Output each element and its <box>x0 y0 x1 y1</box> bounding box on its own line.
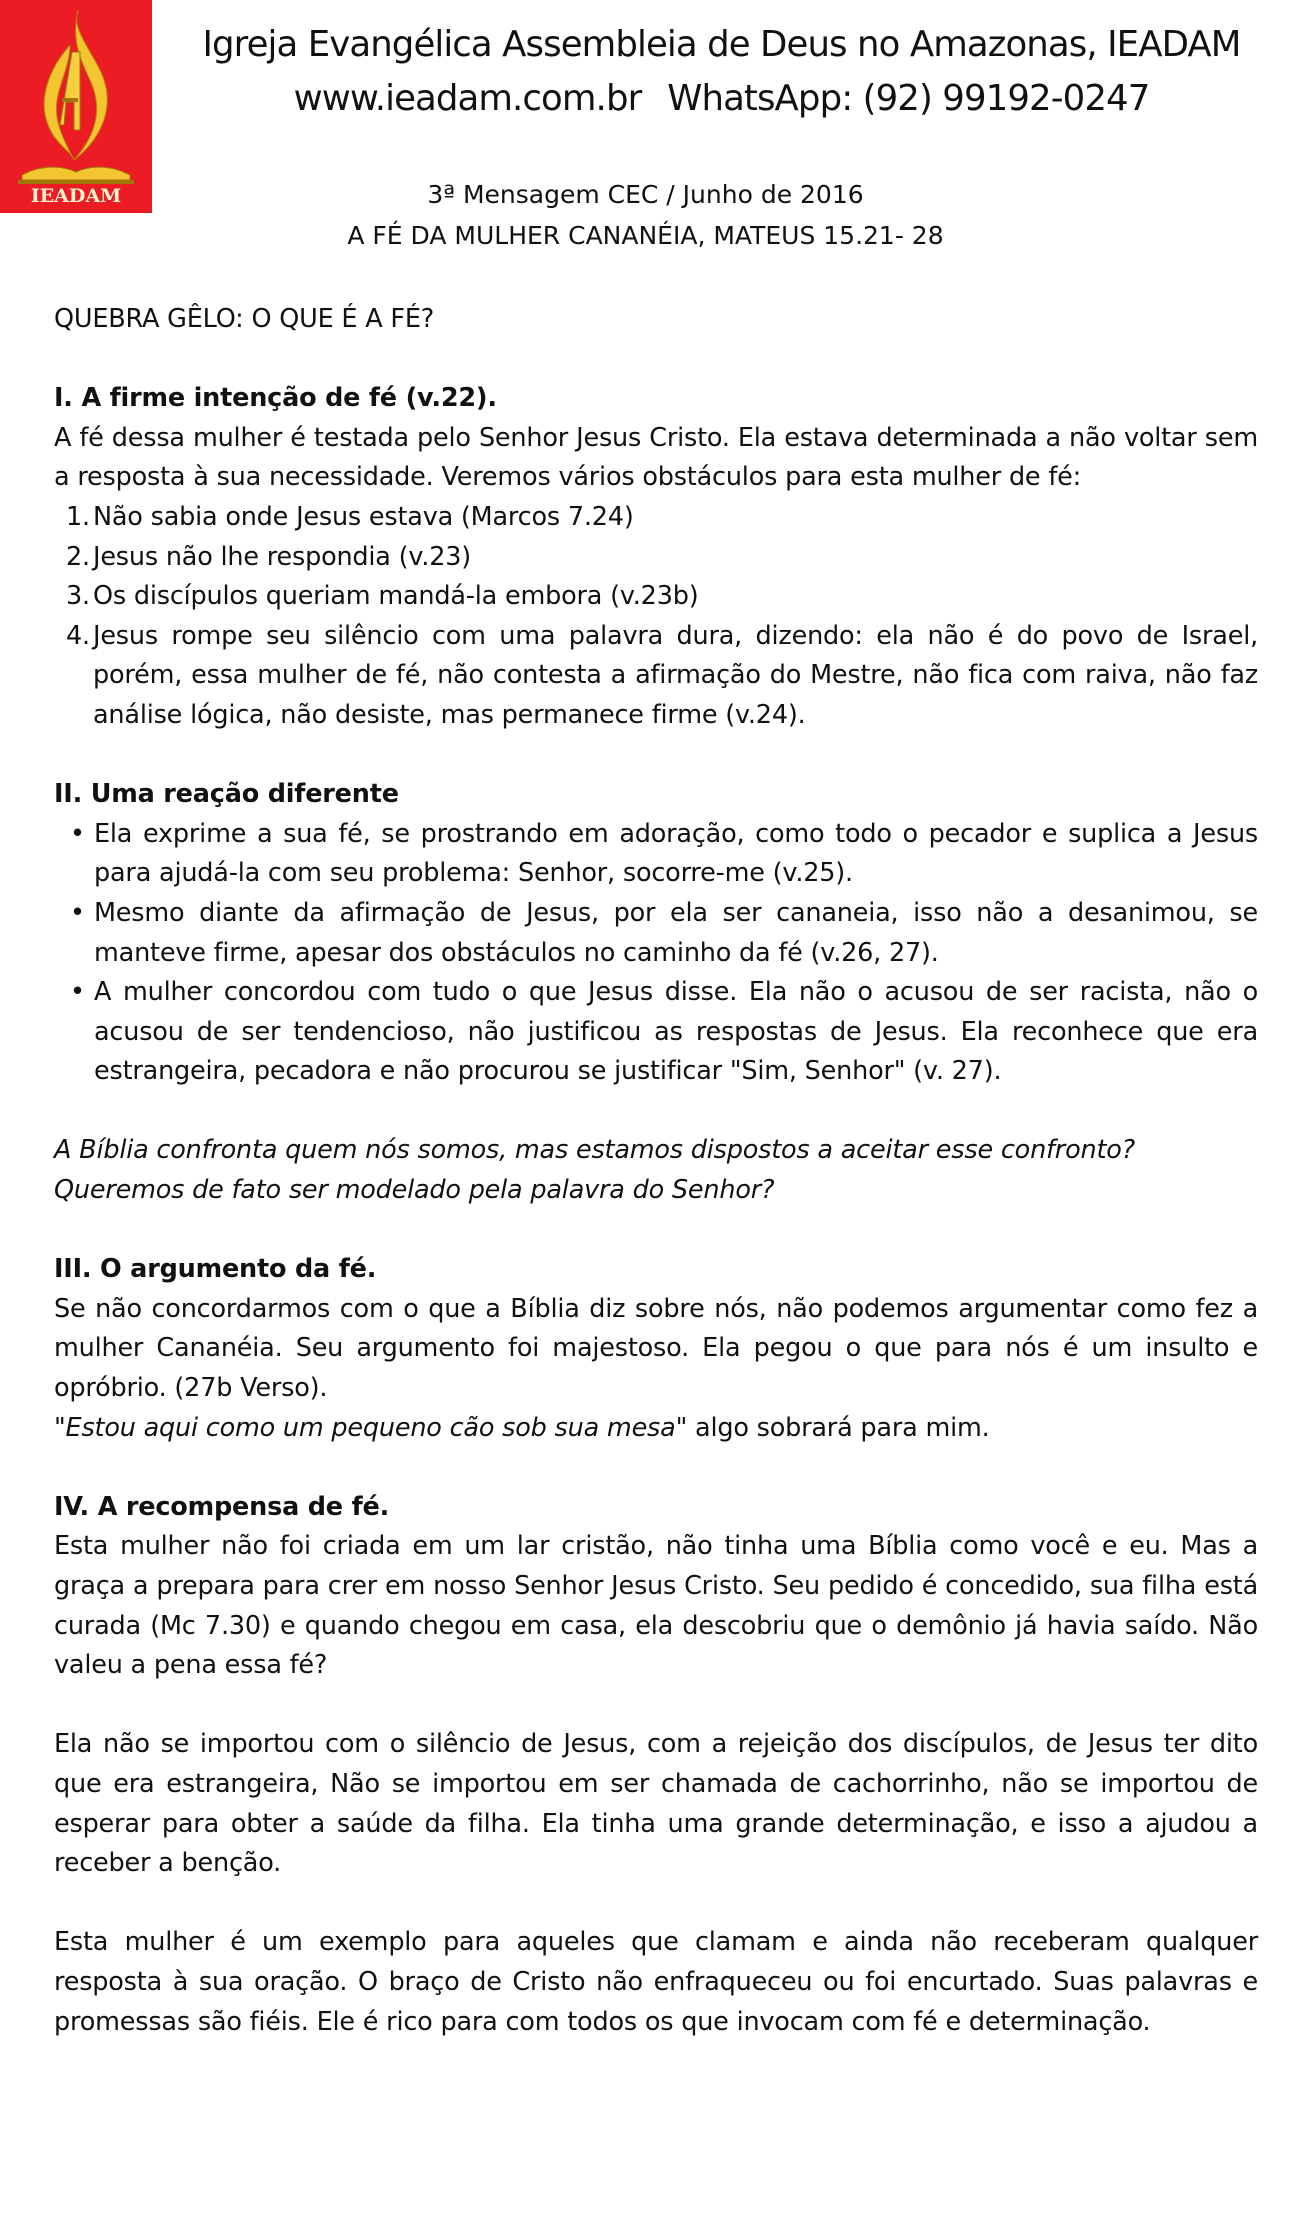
church-name-title: Igreja Evangélica Assembleia de Deus no Amazonas, IEADAM <box>202 24 1241 65</box>
list-item <box>54 617 1258 736</box>
list-number: 1. <box>66 501 90 532</box>
bullet-text: Ela exprime a sua fé, se prostrando em adoração, como todo o pecador e suplica a Jesus para ajudá-la com seu problema: Senhor, socorre-me (v.25). <box>94 818 1258 889</box>
bullet-item <box>54 973 1258 1092</box>
list-item-text: Não sabia onde Jesus estava (Marcos 7.24) <box>93 501 634 532</box>
list-item <box>54 577 1258 617</box>
list-item-text: Jesus não lhe respondia (v.23) <box>93 541 471 572</box>
reflection-question-1: A Bíblia confronta quem nós somos, mas estamos dispostos a aceitar esse confronto? <box>54 1135 1135 1166</box>
list-item <box>54 538 1258 578</box>
reflection-question-2: Queremos de fato ser modelado pela palavra do Senhor? <box>54 1175 775 1206</box>
bullet-icon: • <box>70 818 85 849</box>
website-link[interactable]: www.ieadam.com.br <box>293 78 642 119</box>
sermon-body <box>54 300 1258 2042</box>
contact-line <box>152 78 1291 119</box>
bullet-text: A mulher concordou com tudo o que Jesus disse. Ela não o acusou de ser racista, não o acusou de ser tendencioso, não justificou as respostas de Jesus. Ela reconhece que era estrangeira, pecadora e não procurou se justificar "Sim, Senhor" (v. 27). <box>94 977 1258 1087</box>
list-number: 3. <box>66 581 90 612</box>
section-1-heading: I. A firme intenção de fé (v.22). <box>54 383 497 414</box>
bullet-text: Mesmo diante da afirmação de Jesus, por ela ser cananeia, isso não a desanimou, se manteve firme, apesar dos obstáculos no caminho da fé (v.26, 27). <box>94 897 1258 968</box>
sermon-title: A FÉ DA MULHER CANANÉIA, MATEUS 15.21- 28 <box>347 221 944 250</box>
message-info: 3ª Mensagem CEC / Junho de 2016 <box>427 180 864 209</box>
section-4-paragraph-1: Esta mulher não foi criada em um lar cristão, não tinha uma Bíblia como você e eu. Mas a graça a prepara para crer em nosso Senhor Jesus Cristo. Seu pedido é concedido, sua filha está curada (Mc 7.30) e quando chegou em casa, ela descobriu que o demônio já havia saído. Não valeu a pena essa fé? <box>54 1531 1258 1681</box>
bullet-icon: • <box>70 977 85 1008</box>
bullet-item <box>54 894 1258 973</box>
list-number: 2. <box>66 541 90 572</box>
reaction-bullets <box>54 815 1258 1092</box>
bullet-icon: • <box>70 897 85 928</box>
section-3-paragraph: Se não concordarmos com o que a Bíblia diz sobre nós, não podemos argumentar como fez a mulher Cananéia. Seu argumento foi majestoso. Ela pegou o que para nós é um insulto e opróbrio. (27b Verso). <box>54 1293 1258 1404</box>
whatsapp-number: WhatsApp: (92) 99192-0247 <box>667 78 1150 119</box>
section-4-paragraph-3: Esta mulher é um exemplo para aqueles que clamam e ainda não receberam qualquer resposta à sua oração. O braço de Cristo não enfraqueceu ou foi encurtado. Suas palavras e promessas são fiéis. Ele é rico para com todos os que invocam com fé e determinação. <box>54 1927 1258 2037</box>
list-item-text: Jesus rompe seu silêncio com uma palavra dura, dizendo: ela não é do povo de Israel, porém, essa mulher de fé, não contesta a afirmação do Mestre, não fica com raiva, não faz análise lógica, não desiste, mas permanece firme (v.24). <box>93 620 1258 730</box>
list-item-text: Os discípulos queriam mandá-la embora (v.23b) <box>93 581 699 612</box>
logo-label: IEADAM <box>30 185 122 207</box>
section-3-quote <box>54 1409 1258 1449</box>
quote-continuation: algo sobrará para mim. <box>687 1412 990 1443</box>
section-4-heading: IV. A recompensa de fé. <box>54 1491 390 1522</box>
obstacles-list <box>54 498 1258 736</box>
list-item <box>54 498 1258 538</box>
icebreaker-question: QUEBRA GÊLO: O QUE É A FÉ? <box>54 304 435 334</box>
section-4-paragraph-2: Ela não se importou com o silêncio de Jesus, com a rejeição dos discípulos, de Jesus ter dito que era estrangeira, Não se importou em ser chamada de cachorrinho, não se importou de esperar para obter a saúde da filha. Ela tinha uma grande determinação, e isso a ajudou a receber a benção. <box>54 1729 1258 1879</box>
bullet-item <box>54 815 1258 894</box>
section-1-paragraph: A fé dessa mulher é testada pelo Senhor Jesus Cristo. Ela estava determinada a não voltar sem a resposta à sua necessidade. Veremos vários obstáculos para esta mulher de fé: <box>54 422 1258 493</box>
list-number: 4. <box>66 620 90 651</box>
section-3-heading: III. O argumento da fé. <box>54 1254 377 1285</box>
quote-text: "Estou aqui como um pequeno cão sob sua mesa" <box>54 1412 688 1443</box>
section-2-heading: II. Uma reação diferente <box>54 779 399 810</box>
